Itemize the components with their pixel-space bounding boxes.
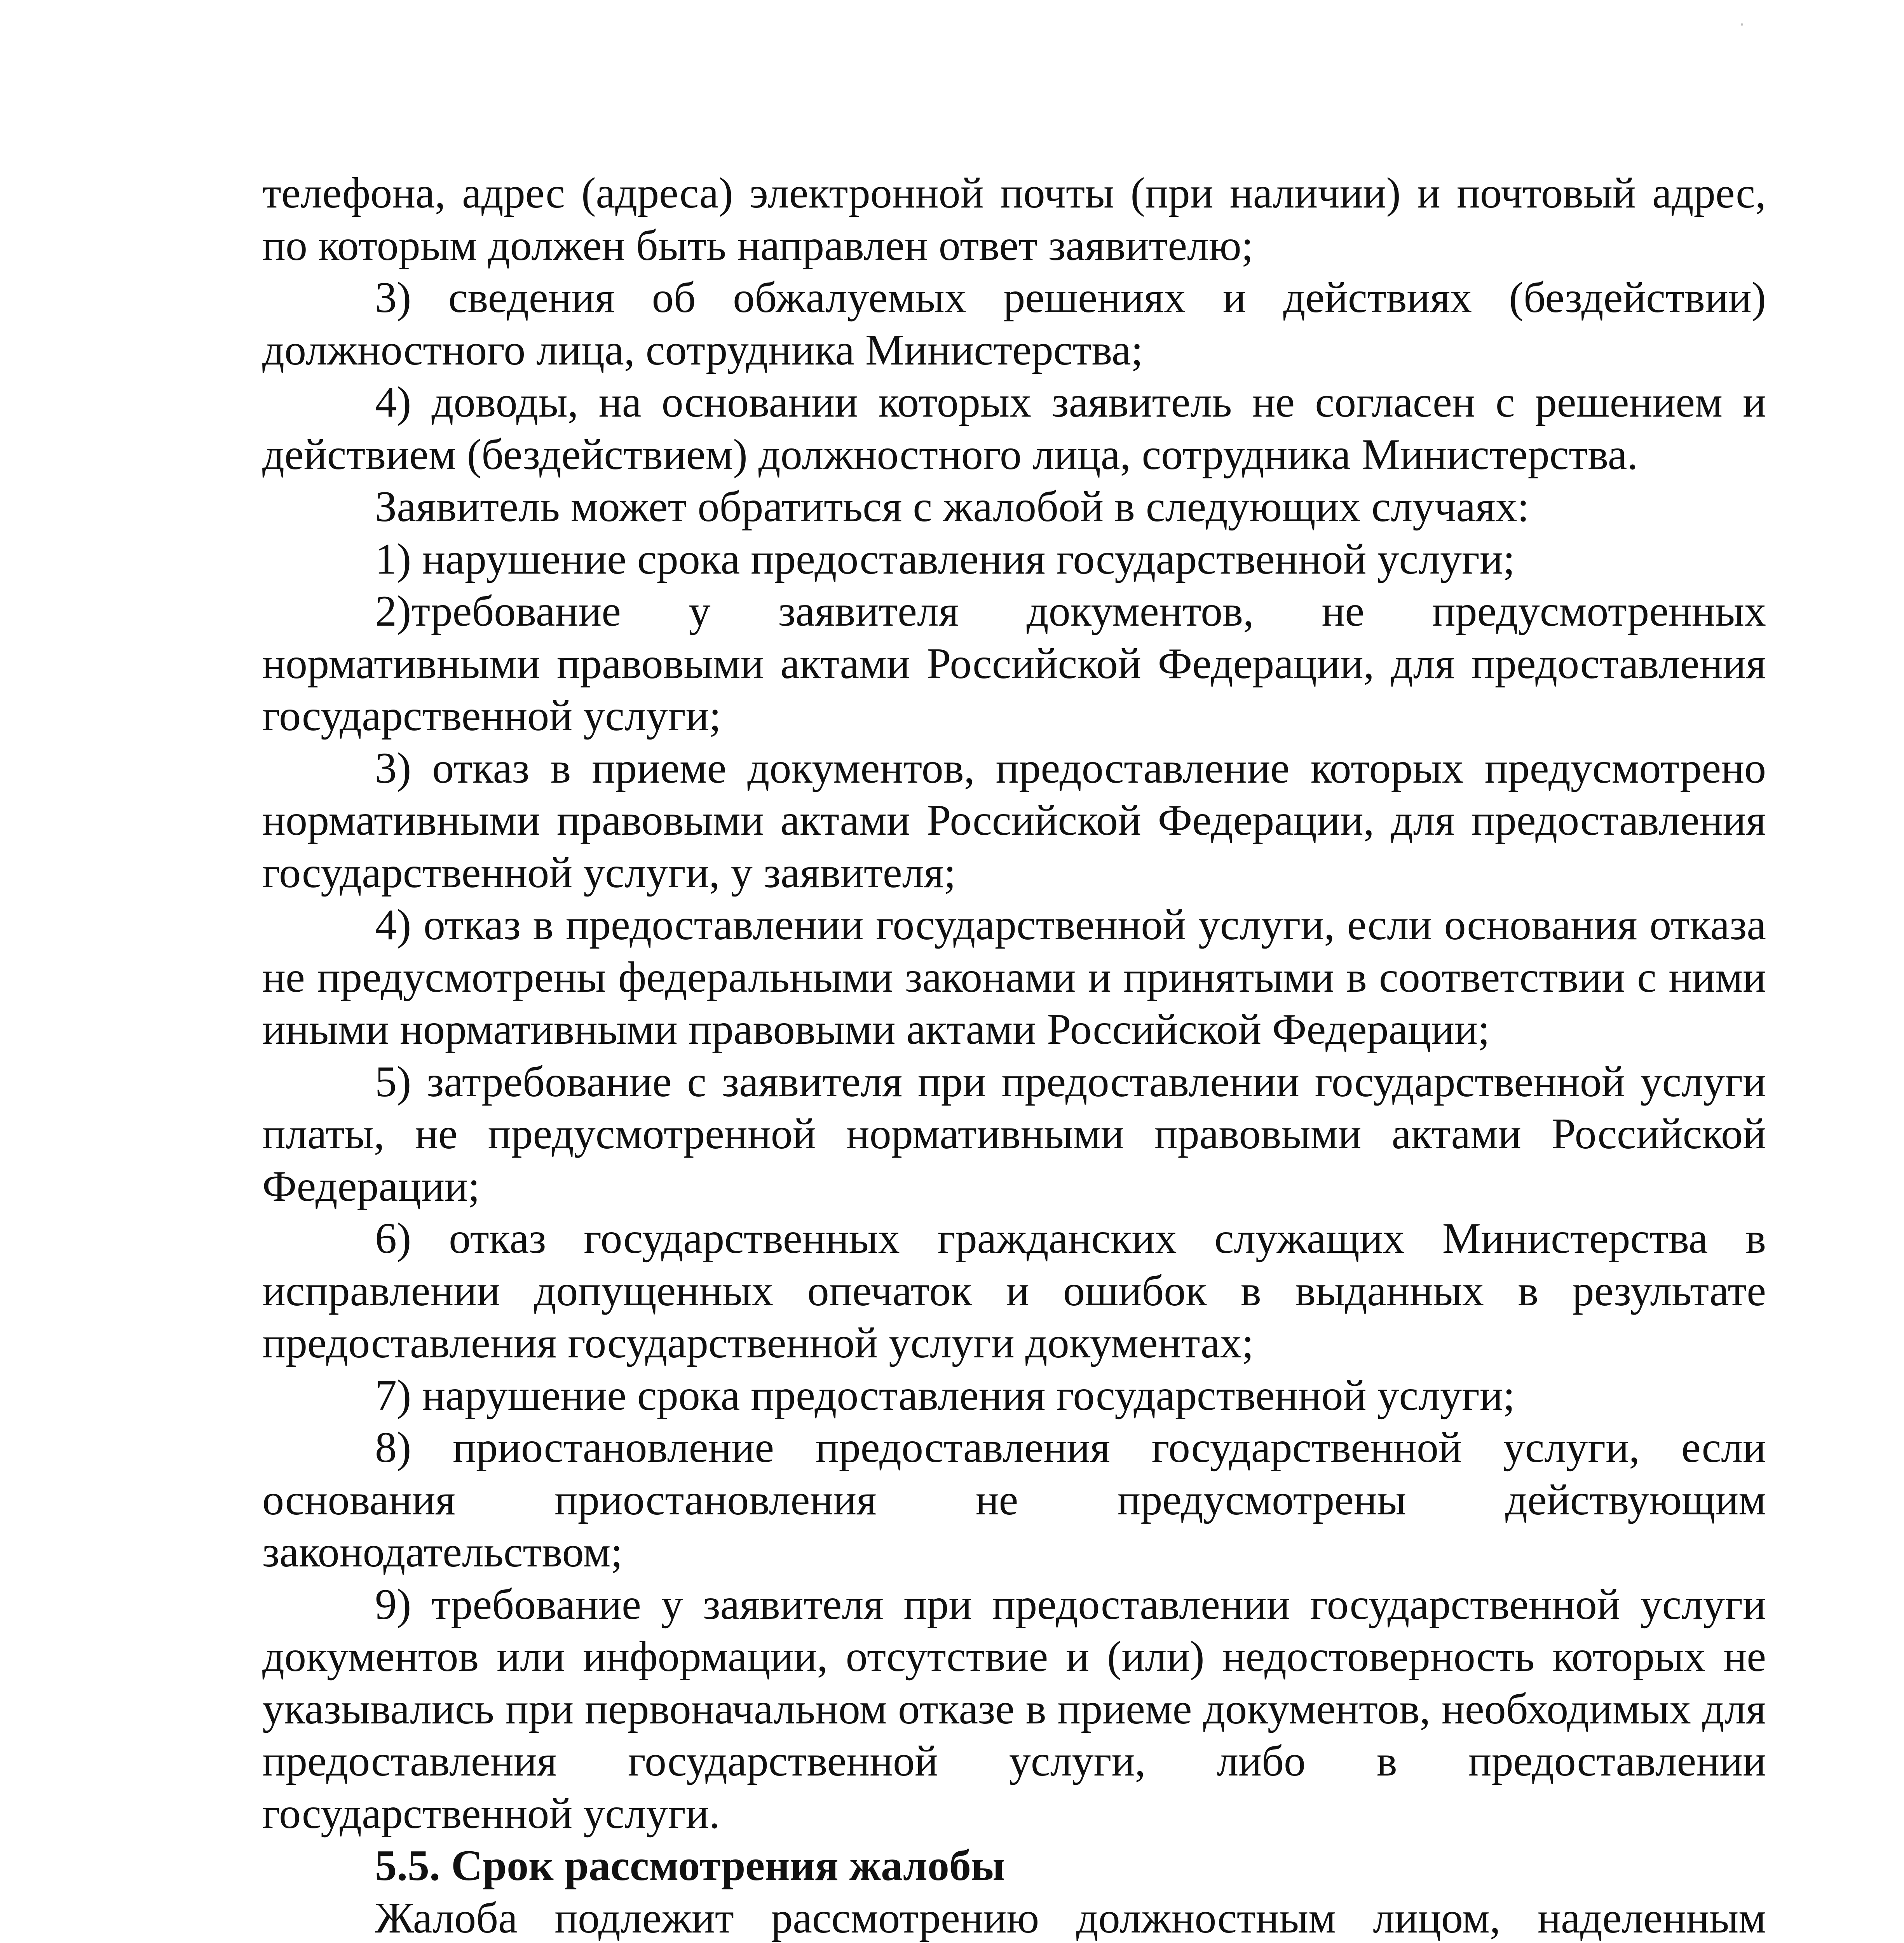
list-item: 9) требование у заявителя при предоставлении государственной услуги документов или информации, отсутствие и (или) недостоверность которых не указывались при первоначальном отказе в приеме документов, необходимых для предоставления государственной услуги, либо в предоставлении государственной услуги.: [262, 1580, 1766, 1838]
list-item: 2)требование у заявителя документов, не предусмотренных нормативными правовыми актами Российской Федерации, для предоставления государственной услуги;: [262, 587, 1766, 740]
paragraph: Жалоба подлежит рассмотрению должностным лицом, наделенным: [375, 1894, 1766, 1942]
scan-speck: [1741, 23, 1743, 26]
list-item: 6) отказ государственных гражданских служащих Министерства в исправлении допущенных опечаток и ошибок в выданных в результате предоставления государственной услуги документах;: [262, 1214, 1766, 1367]
list-item: 3) отказ в приеме документов, предоставление которых предусмотрено нормативными правовыми актами Российской Федерации, для предоставления государственной услуги, у заявителя;: [262, 744, 1766, 897]
paragraph: 4) доводы, на основании которых заявитель не согласен с решением и действием (бездействием) должностного лица, сотрудника Министерства.: [262, 378, 1766, 479]
paragraph: телефона, адрес (адреса) электронной почты (при наличии) и почтовый адрес, по которым должен быть направлен ответ заявителю;: [262, 169, 1766, 270]
list-item: 8) приостановление предоставления государственной услуги, если основания приостановления не предусмотрены действующим законодательством;: [262, 1423, 1766, 1576]
list-item: 5) затребование с заявителя при предоставлении государственной услуги платы, не предусмотренной нормативными правовыми актами Российской Федерации;: [262, 1057, 1766, 1210]
list-item: 7) нарушение срока предоставления государственной услуги;: [375, 1371, 1515, 1420]
list-item: 4) отказ в предоставлении государственной услуги, если основания отказа не предусмотрены федеральными законами и принятыми в соответствии с ними иными нормативными правовыми актами Российской Федерации;: [262, 901, 1766, 1053]
list-item: 1) нарушение срока предоставления государственной услуги;: [375, 535, 1515, 583]
section-heading-5-5: 5.5. Срок рассмотрения жалобы: [375, 1842, 1005, 1890]
paragraph: Заявитель может обратиться с жалобой в следующих случаях:: [375, 483, 1529, 531]
document-body: [262, 167, 1766, 1943]
paragraph: 3) сведения об обжалуемых решениях и действиях (бездействии) должностного лица, сотрудника Министерства;: [262, 274, 1766, 374]
